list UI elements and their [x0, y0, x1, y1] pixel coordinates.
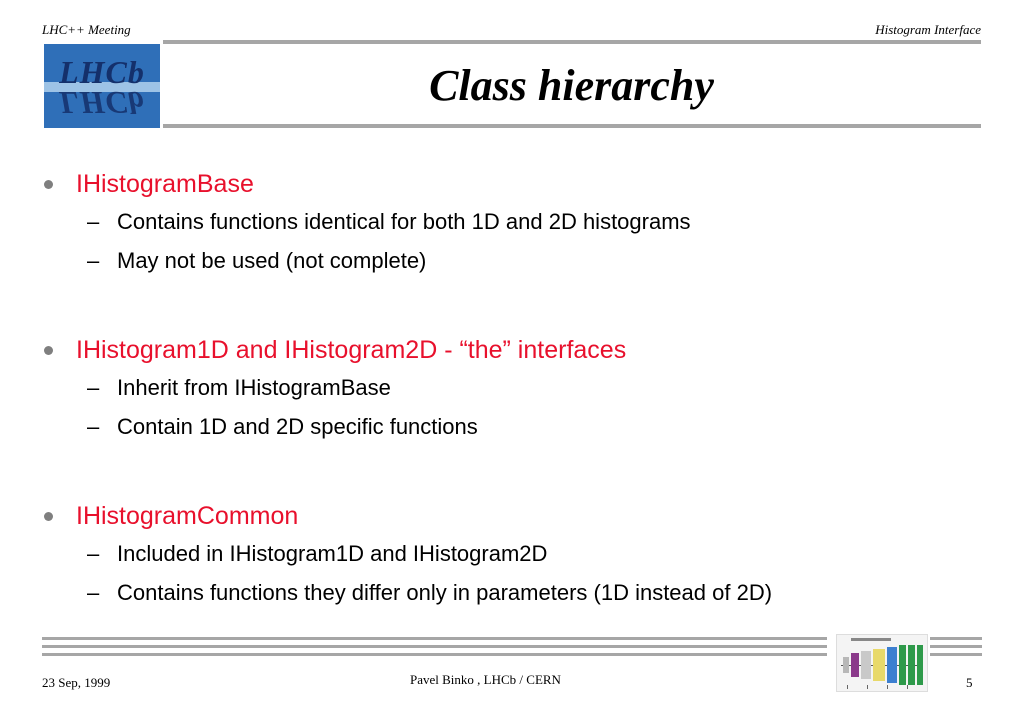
detector-muon-block-3: [917, 645, 923, 685]
slide-title: Class hierarchy: [429, 61, 714, 110]
detector-muon-block-2: [908, 645, 915, 685]
header-meeting-name: LHC++ Meeting: [42, 22, 131, 37]
footer-date: 23 Sep, 1999: [42, 675, 111, 690]
bullet-dot-icon: [44, 512, 53, 521]
sub-bullet-text: Contains functions identical for both 1D and 2D histograms: [117, 209, 691, 234]
sub-bullet-text: Included in IHistogram1D and IHistogram2D: [117, 541, 548, 566]
detector-tracker-block: [861, 651, 871, 679]
sub-bullet-text: Contain 1D and 2D specific functions: [117, 414, 478, 439]
footer-rule-2: [42, 645, 827, 648]
header-rule-top: [163, 40, 981, 44]
bullet-list: [42, 166, 982, 612]
detector-scale-tick: [907, 685, 908, 689]
lhcb-logo: [44, 44, 160, 128]
sub-bullet: [42, 534, 982, 573]
sub-bullet: [42, 573, 982, 612]
detector-scale-tick: [867, 685, 868, 689]
detector-caption-mark: [851, 638, 891, 641]
bullet-group-1: [42, 166, 982, 280]
dash-icon: –: [87, 414, 100, 439]
detector-layout-image: [836, 634, 928, 692]
bullet-dot-icon: [44, 346, 53, 355]
bullet-main: [42, 498, 982, 534]
detector-rich-block: [873, 649, 885, 681]
header-topic: Histogram Interface: [875, 22, 981, 37]
detector-scale-tick: [847, 685, 848, 689]
bullet-group-3: [42, 498, 982, 612]
dash-icon: –: [87, 580, 100, 605]
detector-calo-block: [887, 647, 897, 683]
detector-magnet-block: [851, 653, 859, 677]
sub-bullet: [42, 241, 982, 280]
footer-rule-5: [930, 645, 982, 648]
footer-rule-6: [930, 653, 982, 656]
sub-bullet: [42, 368, 982, 407]
detector-vertex-block: [843, 657, 849, 673]
bullet-main-text: IHistogram1D and IHistogram2D - “the” interfaces: [76, 336, 627, 364]
sub-bullet: [42, 407, 982, 446]
bullet-group-2: [42, 332, 982, 446]
bullet-main-text: IHistogramBase: [76, 170, 254, 198]
footer-rule-4: [930, 637, 982, 640]
detector-scale-tick: [887, 685, 888, 689]
dash-icon: –: [87, 375, 100, 400]
dash-icon: –: [87, 541, 100, 566]
logo-text: LHCb: [59, 54, 145, 90]
bullet-main-text: IHistogramCommon: [76, 502, 299, 530]
header-rule-bottom: [163, 124, 981, 128]
bullet-main: [42, 166, 982, 202]
sub-bullet: [42, 202, 982, 241]
bullet-main: [42, 332, 982, 368]
detector-muon-block-1: [899, 645, 906, 685]
sub-bullet-text: May not be used (not complete): [117, 248, 427, 273]
dash-icon: –: [87, 209, 100, 234]
footer-rule-1: [42, 637, 827, 640]
logo-text-mirror: LHCb: [59, 85, 145, 121]
sub-bullet-text: Contains functions they differ only in parameters (1D instead of 2D): [117, 580, 773, 605]
page-number: 5: [966, 675, 973, 690]
footer-rule-3: [42, 653, 827, 656]
footer-author: Pavel Binko , LHCb / CERN: [410, 672, 561, 687]
bullet-dot-icon: [44, 180, 53, 189]
dash-icon: –: [87, 248, 100, 273]
sub-bullet-text: Inherit from IHistogramBase: [117, 375, 391, 400]
